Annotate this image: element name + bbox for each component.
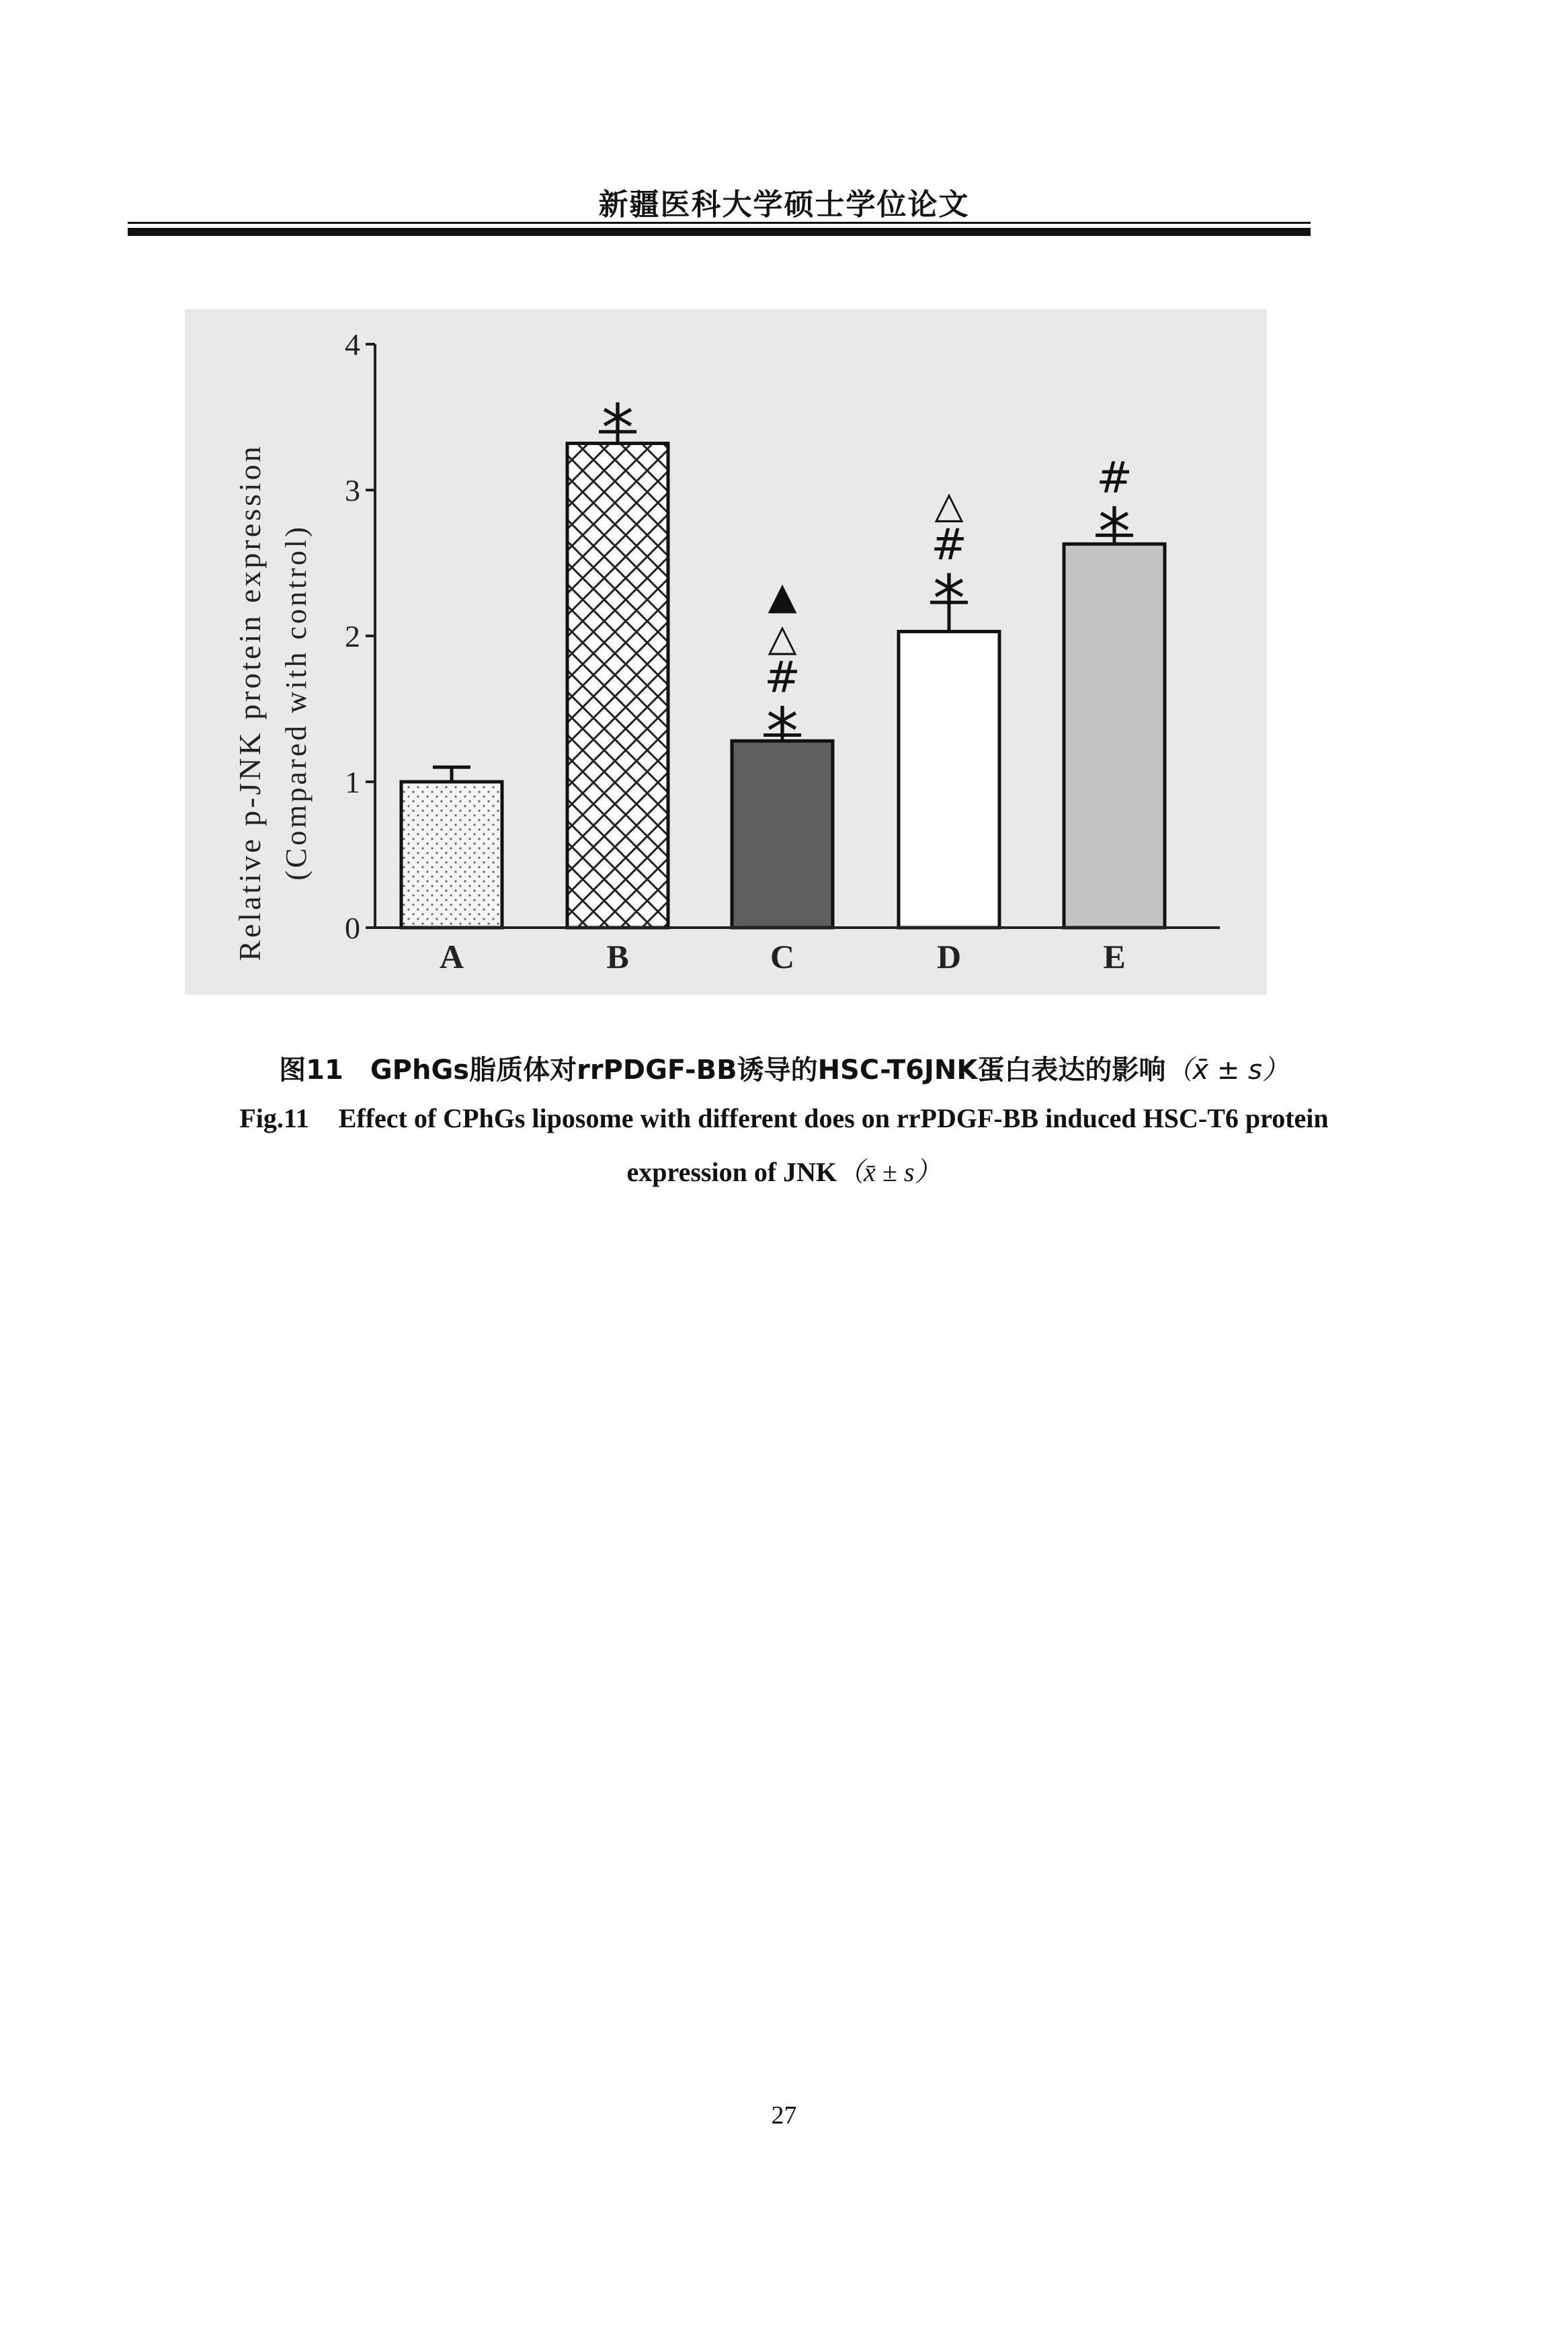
- significance-marker: #: [931, 520, 967, 571]
- significance-marker: #: [764, 653, 800, 703]
- bar-D: [899, 631, 999, 928]
- x-tick-label-C: C: [770, 938, 795, 975]
- significance-marker: △: [934, 483, 964, 528]
- figure-panel: [185, 309, 1267, 995]
- significance-marker: #: [1096, 453, 1132, 503]
- y-axis-labels: [233, 444, 313, 961]
- y-axis-label: Relative p-JNK protein expression: [233, 444, 267, 961]
- caption-cn-text: GPhGs脂质体对rrPDGF-BB诱导的HSC-T6JNK蛋白表达的影响: [370, 1055, 1166, 1086]
- significance-marker: *: [602, 391, 634, 467]
- caption-en-figure-number: Fig.11: [239, 1103, 309, 1133]
- bar-A: [401, 782, 502, 928]
- bar-B: [567, 444, 668, 928]
- bar-chart: [185, 309, 1267, 995]
- caption-en-stat: （x̄ ± s）: [837, 1157, 942, 1187]
- x-tick-label-B: B: [606, 938, 629, 975]
- y-tick-label: 3: [345, 473, 360, 508]
- caption-chinese: [0, 1049, 1568, 1087]
- x-tick-label-E: E: [1103, 938, 1126, 975]
- significance-marker: *: [766, 694, 798, 770]
- bar-E: [1064, 544, 1165, 928]
- caption-en-text-line1: Effect of CPhGs liposome with different does on rrPDGF-BB induced HSC-T6 protein: [338, 1103, 1329, 1133]
- header-rule-thin: [128, 222, 1311, 224]
- significance-marker: △: [768, 616, 797, 660]
- y-tick-label: 0: [345, 911, 360, 945]
- y-tick-label: 2: [345, 619, 360, 653]
- header-rule-thick: [128, 228, 1311, 236]
- caption-en-text-line2: expression of JNK: [626, 1157, 837, 1187]
- x-tick-label-A: A: [439, 938, 464, 975]
- caption-english-line2: [0, 1151, 1568, 1189]
- y-tick-label: 1: [345, 765, 360, 799]
- y-tick-label: 4: [345, 327, 360, 362]
- caption-english-line1: [0, 1102, 1568, 1134]
- caption-cn-stat: （x̄ ± s）: [1165, 1055, 1289, 1086]
- y-ticks: [345, 327, 375, 945]
- significance-markers: [602, 391, 1132, 769]
- significance-marker: *: [933, 561, 965, 637]
- y-axis-label-secondary: (Compared with control): [280, 524, 313, 881]
- page-header-title: 新疆医科大学硕士学位论文: [598, 188, 970, 222]
- significance-marker: *: [1098, 494, 1130, 570]
- x-ticks: [440, 938, 1126, 975]
- significance-marker: ▲: [768, 574, 797, 618]
- page-number: 27: [771, 2101, 797, 2130]
- caption-cn-figure-number: 图11: [279, 1055, 343, 1086]
- x-tick-label-D: D: [936, 938, 962, 975]
